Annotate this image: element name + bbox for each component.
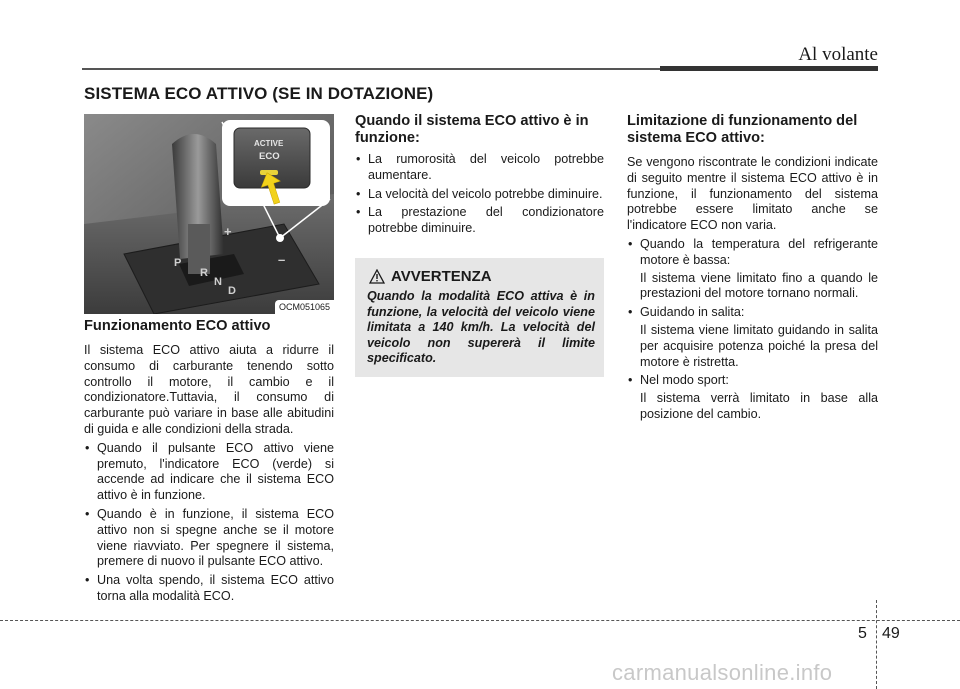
gear-shift-illustration xyxy=(84,114,334,314)
running-header: Al volante xyxy=(798,44,878,65)
warning-text: Quando la modalità ECO attiva è in funzione, la velocità del veicolo viene limitata a 140 km/h. La velocità del veicolo non supererà il limite specificato. xyxy=(367,289,595,366)
footer-rule xyxy=(0,620,960,621)
warning-triangle-icon xyxy=(369,269,385,284)
gear-plus: + xyxy=(224,224,232,239)
warning-title: AVVERTENZA xyxy=(391,268,492,285)
operation-intro: Il sistema ECO attivo aiuta a ridurre il consumo di carburante tenendo sotto controllo il motore, il cambio e il condizionatore.Tuttavia, il consumo di carburante può variare in base alle abitudini di guida e alle condizioni della strada. xyxy=(84,343,334,436)
limitations-list xyxy=(627,237,878,423)
list-item: • La prestazione del condizionatore potrebbe diminuire. xyxy=(356,205,604,236)
page-number: 49 xyxy=(882,625,900,642)
heading-when-active: Quando il sistema ECO attivo è in funzione: xyxy=(355,113,589,146)
watermark: carmanualsonline.info xyxy=(612,660,833,685)
list-item: • La rumorosità del veicolo potrebbe aumentare. xyxy=(356,152,604,182)
gear-shift-drawing xyxy=(84,114,334,314)
when-active-list xyxy=(355,152,604,237)
warning-header xyxy=(369,268,492,285)
gear-letter-r: R xyxy=(200,267,208,279)
list-item: • Guidando in salita: Il sistema viene limitato guidando in salita per acquisire potenza poiché la presa del motore è ristretta. xyxy=(628,305,878,369)
header-rule-accent xyxy=(660,66,878,71)
column-when-active xyxy=(355,113,604,237)
eco-button-label-eco: ECO xyxy=(259,151,280,162)
list-item: • Quando è in funzione, il sistema ECO attivo non si spegne anche se il motore viene riavviato. Per spegnere il sistema, premere di nuovo il pulsante ECO attivo. xyxy=(85,506,334,569)
list-item: • Quando la temperatura del refrigerante motore è bassa: Il sistema viene limitato fino a quando le prestazioni del motore tornano normali. xyxy=(628,236,878,301)
limitations-intro: Se vengono riscontrate le condizioni indicate di seguito mentre il sistema ECO attivo è in funzione, il funzionamento del sistema potrebbe essere limitato anche se l'indicatore ECO non varia. xyxy=(627,155,878,233)
column-operation xyxy=(84,318,334,605)
list-item: • Una volta spendo, il sistema ECO attivo torna alla modalità ECO. xyxy=(85,573,334,603)
section-title: SISTEMA ECO ATTIVO (SE IN DOTAZIONE) xyxy=(84,84,434,103)
eco-button-label-active: ACTIVE xyxy=(254,139,284,148)
list-item: • Quando il pulsante ECO attivo viene premuto, l'indicatore ECO (verde) si accende ad indicare che il sistema ECO attivo è in funzione. xyxy=(85,440,334,503)
list-item: • Nel modo sport: Il sistema verrà limitato in base alla posizione del cambio. xyxy=(628,373,878,421)
chapter-number: 5 xyxy=(858,625,867,642)
figure-code: OCM051065 xyxy=(275,300,334,314)
gear-letter-d: D xyxy=(228,285,236,297)
gear-letter-n: N xyxy=(214,276,222,288)
column-limitations xyxy=(627,113,878,423)
operation-list xyxy=(84,441,334,605)
warning-box xyxy=(355,258,604,377)
gear-letter-p: P xyxy=(174,257,182,269)
heading-limitations: Limitazione di funzionamento del sistema ECO attivo: xyxy=(627,113,858,146)
heading-operation: Funzionamento ECO attivo xyxy=(84,318,271,334)
list-item: • La velocità del veicolo potrebbe diminuire. xyxy=(356,186,603,201)
footer-divider xyxy=(876,600,877,689)
gear-minus: – xyxy=(278,252,286,267)
